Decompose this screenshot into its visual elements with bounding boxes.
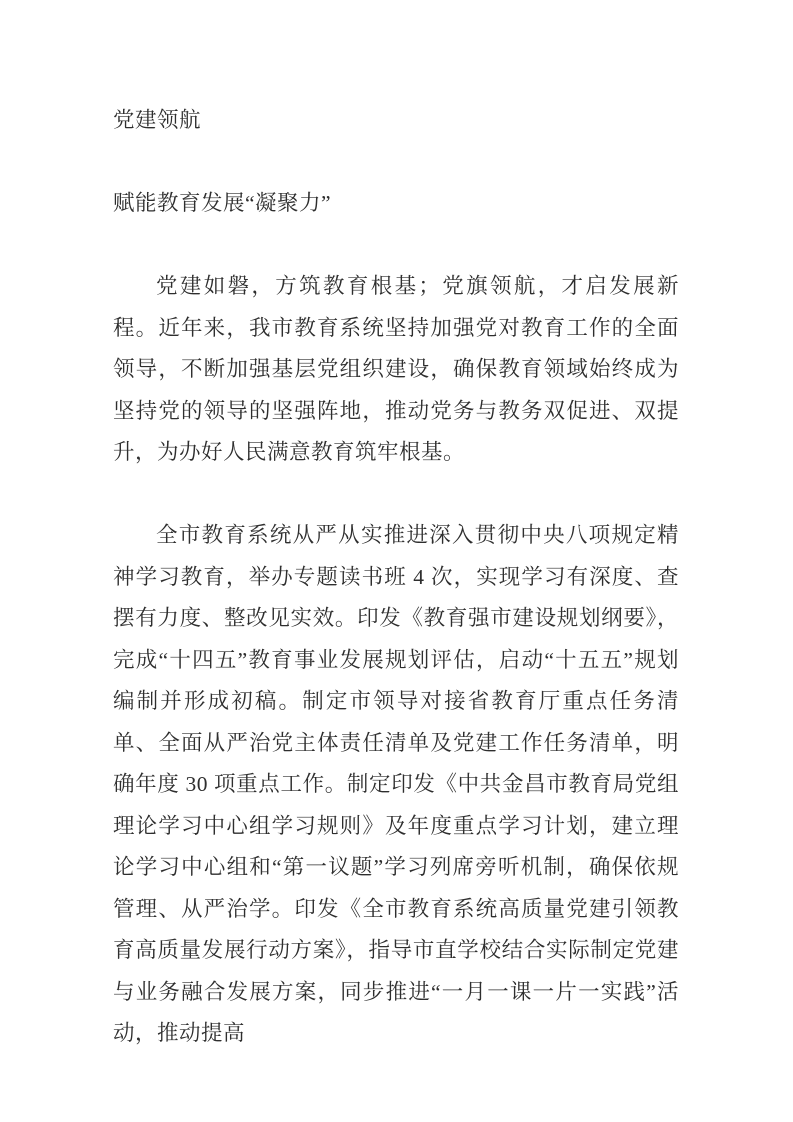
paragraph-body: 全市教育系统从严从实推进深入贯彻中央八项规定精神学习教育，举办专题读书班 4 次，实现学习有深度、查摆有力度、整改见实效。印发《教育强市建设规划纲要》，完成“十四五”教育事业发展规划评估，启动“十五五”规划编制并形成初稿。制定市领导对接省教育厅重点任务清单、全面从严治党主体责任清单及党建工作任务清单，明确年度 30 项重点工作。制定印发《中共金昌市教育局党组理论学习中心组学习规则》及年度重点学习计划，建立理论学习中心组和“第一议题”学习列席旁听机制，确保依规管理、从严治学。印发《全市教育系统高质量党建引领教育高质量发展行动方案》，指导市直学校结合实际制定党建与业务融合发展方案，同步推进“一月一课一片一实践”活动，推动提高: [113, 523, 679, 1045]
doc-title-line2: 赋能教育发展“凝聚力”: [113, 191, 332, 215]
document-content: [113, 100, 679, 1055]
doc-title-line1: 党建领航: [113, 108, 202, 132]
paragraph-intro: 党建如磐，方筑教育根基；党旗领航，才启发展新程。近年来，我市教育系统坚持加强党对教育工作的全面领导，不断加强基层党组织建设，确保教育领域始终成为坚持党的领导的坚强阵地，推动党务与教务双促进、双提升，为办好人民满意教育筑牢根基。: [113, 274, 679, 464]
